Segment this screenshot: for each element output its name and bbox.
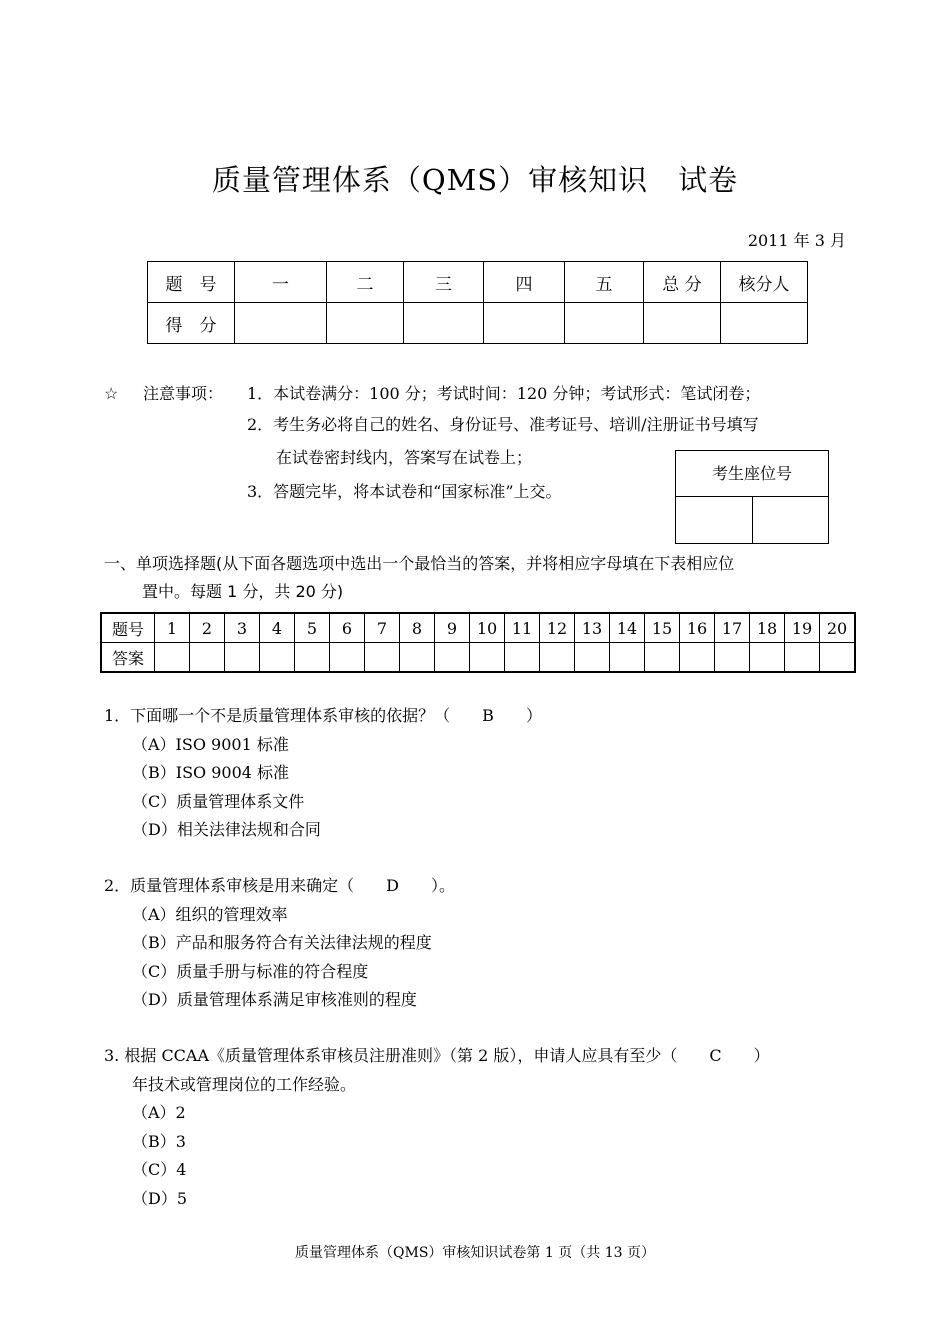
answer-number-cell: 9 <box>435 613 470 643</box>
answer-number-cell: 3 <box>225 613 260 643</box>
answer-cell[interactable] <box>190 643 225 673</box>
page-title: 质量管理体系（QMS）审核知识 试卷 <box>211 163 739 197</box>
notice-item-1: 1．本试卷满分：100 分；考试时间：120 分钟；考试形式：笔试闭卷； <box>247 384 761 403</box>
option-a: （A）2 <box>132 1103 186 1122</box>
answer-cell[interactable] <box>400 643 435 673</box>
question-3 <box>104 1042 864 1213</box>
answer-number-cell: 5 <box>295 613 330 643</box>
answer-number-cell: 17 <box>715 613 750 643</box>
answer-cell[interactable] <box>645 643 680 673</box>
score-cell[interactable] <box>644 303 721 344</box>
score-header-cell: 二 <box>327 262 404 303</box>
option-a: （A）ISO 9001 标准 <box>132 734 289 754</box>
section1-heading <box>104 550 854 606</box>
score-header-cell: 核分人 <box>721 262 808 303</box>
answer-cell[interactable] <box>260 643 295 673</box>
option-c: （C）质量管理体系文件 <box>132 791 305 811</box>
notice-item-2-cont: 在试卷密封线内，答案写在试卷上； <box>276 448 533 467</box>
answer-cell[interactable] <box>295 643 330 673</box>
score-header-cell: 一 <box>235 262 327 303</box>
section1-heading-line1: 一、单项选择题(从下面各题选项中选出一个最恰当的答案，并将相应字母填在下表相应位 <box>104 554 735 573</box>
answer-number-cell: 12 <box>540 613 575 643</box>
answer-cell[interactable] <box>610 643 645 673</box>
notice-item-2: 2．考生务必将自己的姓名、身份证号、准考证号、培训/注册证书号填写 <box>247 415 759 434</box>
seat-number-cell[interactable] <box>753 497 829 543</box>
score-header-cell: 总 分 <box>644 262 721 303</box>
answer-cell[interactable] <box>540 643 575 673</box>
score-header-cell: 三 <box>404 262 484 303</box>
star-icon: ☆ <box>104 384 119 403</box>
score-header-cell: 五 <box>565 262 644 303</box>
answer-row-label: 答案 <box>101 643 155 673</box>
score-cell[interactable] <box>404 303 484 344</box>
answer-cell[interactable] <box>155 643 190 673</box>
answer-number-cell: 14 <box>610 613 645 643</box>
answer-cell[interactable] <box>575 643 610 673</box>
answer-number-cell: 16 <box>680 613 715 643</box>
option-b: （B）产品和服务符合有关法律法规的程度 <box>132 933 432 952</box>
question-stem: 3. 根据 CCAA《质量管理体系审核员注册准则》（第 2 版），申请人应具有至少（ C ） <box>104 1046 770 1065</box>
exam-date: 2011 年 3 月 <box>747 231 846 250</box>
answer-cell[interactable] <box>225 643 260 673</box>
option-d: （D）5 <box>132 1188 188 1208</box>
score-cell[interactable] <box>721 303 808 344</box>
score-row-label: 得 分 <box>148 303 235 344</box>
option-c: （C）4 <box>132 1160 187 1179</box>
option-d: （D）相关法律法规和合同 <box>132 820 321 839</box>
answer-cell[interactable] <box>365 643 400 673</box>
option-a: （A）组织的管理效率 <box>132 904 288 924</box>
option-c: （C）质量手册与标准的符合程度 <box>132 961 369 981</box>
question-stem-cont: 年技术或管理岗位的工作经验。 <box>132 1074 357 1094</box>
answer-number-cell: 18 <box>750 613 785 643</box>
answer-number-cell: 13 <box>575 613 610 643</box>
answer-number-cell: 2 <box>190 613 225 643</box>
answer-number-cell: 7 <box>365 613 400 643</box>
answer-cell[interactable] <box>330 643 365 673</box>
answer-number-cell: 15 <box>645 613 680 643</box>
question-stem: 2．质量管理体系审核是用来确定（ D ）。 <box>104 876 456 895</box>
answer-cell[interactable] <box>505 643 540 673</box>
answer-cell[interactable] <box>435 643 470 673</box>
score-cell[interactable] <box>327 303 404 344</box>
question-stem: 1．下面哪一个不是质量管理体系审核的依据？（ B ） <box>104 706 542 725</box>
answer-cell[interactable] <box>680 643 715 673</box>
score-header-cell: 四 <box>484 262 565 303</box>
answer-value-row <box>101 643 855 673</box>
score-cell[interactable] <box>484 303 565 344</box>
answer-number-row <box>101 613 855 643</box>
answer-number-cell: 19 <box>785 613 820 643</box>
seat-number-box <box>675 450 829 544</box>
score-cell[interactable] <box>565 303 644 344</box>
score-table <box>147 261 808 344</box>
score-header-cell: 题 号 <box>148 262 235 303</box>
score-value-row <box>148 303 808 344</box>
seat-number-cell[interactable] <box>676 497 753 543</box>
option-b: （B）3 <box>132 1131 186 1151</box>
score-header-row <box>148 262 808 303</box>
section1-heading-line2: 置中。每题 1 分，共 20 分) <box>142 582 344 601</box>
answer-cell[interactable] <box>715 643 750 673</box>
answer-cell[interactable] <box>785 643 820 673</box>
answer-row-label: 题号 <box>101 613 155 643</box>
answer-number-cell: 11 <box>505 613 540 643</box>
notice-item-3: 3．答题完毕，将本试卷和“国家标准”上交。 <box>247 482 562 501</box>
seat-number-label: 考生座位号 <box>676 451 828 497</box>
question-2 <box>104 872 864 1015</box>
answer-number-cell: 1 <box>155 613 190 643</box>
answer-number-cell: 10 <box>470 613 505 643</box>
option-b: （B）ISO 9004 标准 <box>132 763 290 782</box>
answer-table <box>100 612 856 673</box>
answer-number-cell: 4 <box>260 613 295 643</box>
option-d: （D）质量管理体系满足审核准则的程度 <box>132 990 417 1009</box>
answer-cell[interactable] <box>750 643 785 673</box>
answer-number-cell: 20 <box>820 613 856 643</box>
page-footer: 质量管理体系（QMS）审核知识试卷第 1 页（共 13 页） <box>295 1245 655 1261</box>
notice-label: 注意事项： <box>143 384 224 403</box>
question-1 <box>104 702 864 845</box>
answer-cell[interactable] <box>820 643 856 673</box>
answer-number-cell: 6 <box>330 613 365 643</box>
answer-cell[interactable] <box>470 643 505 673</box>
answer-number-cell: 8 <box>400 613 435 643</box>
score-cell[interactable] <box>235 303 327 344</box>
